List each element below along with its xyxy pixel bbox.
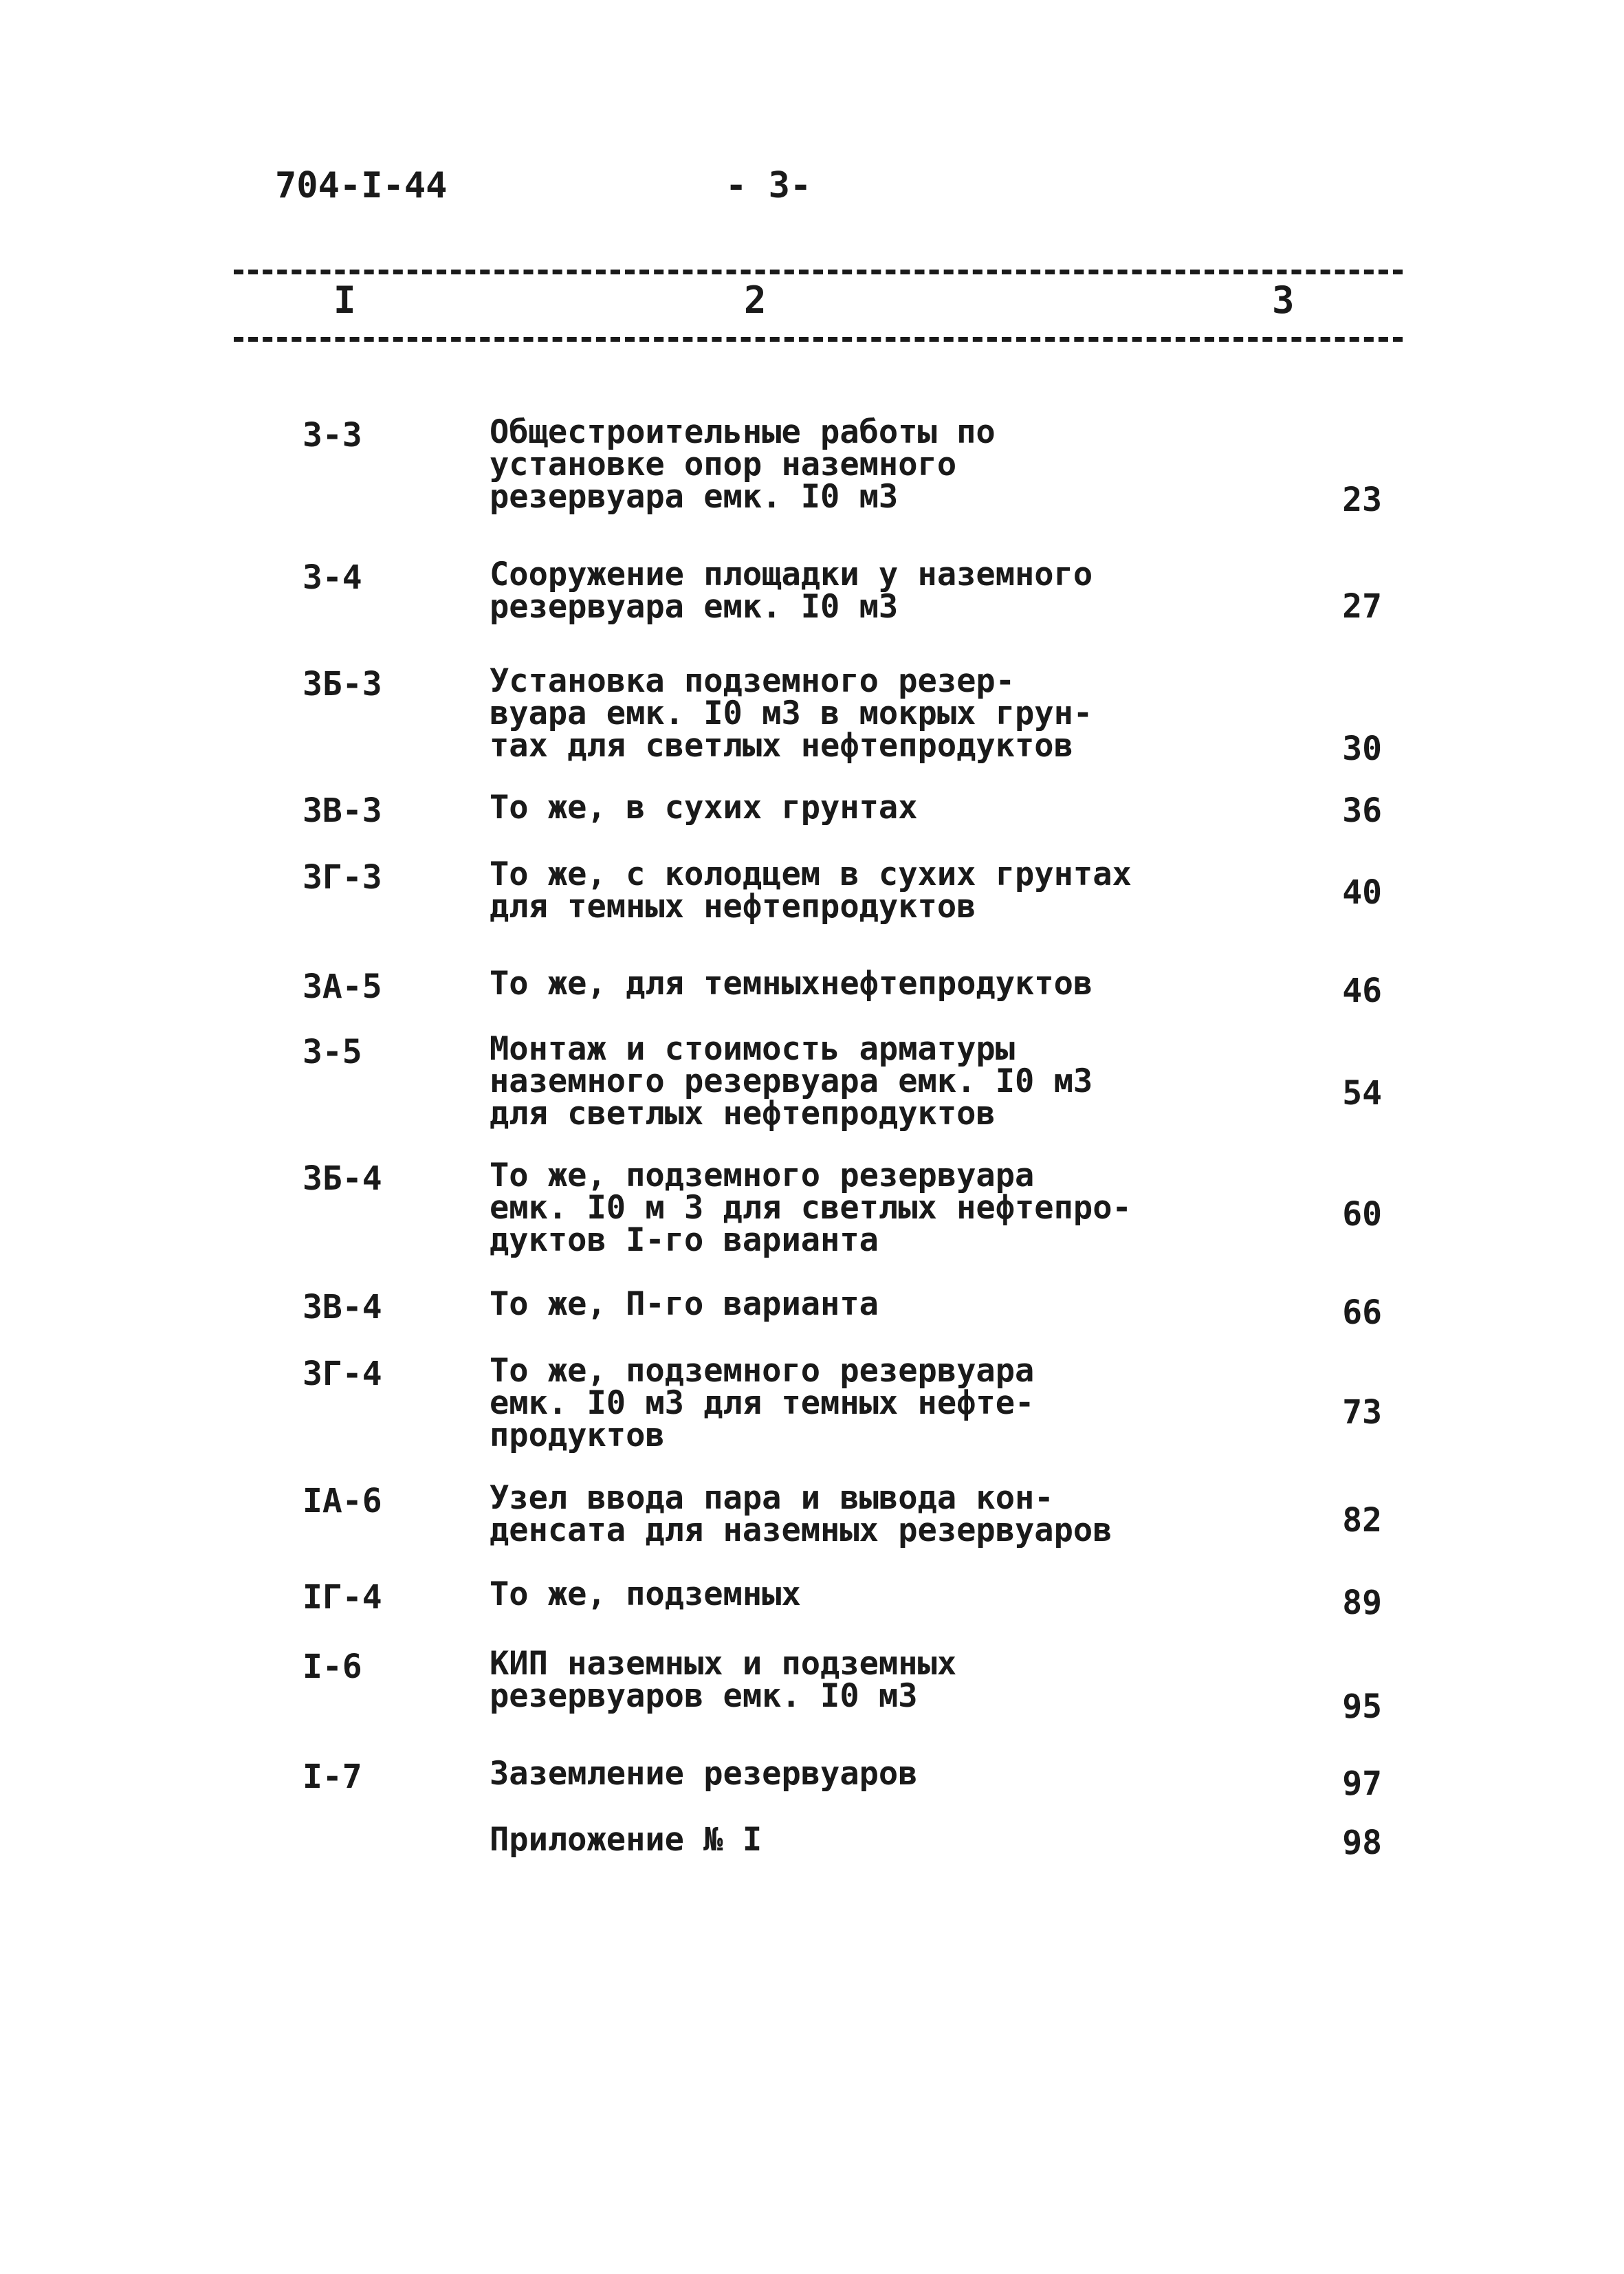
- entry-description: То же, подземного резервуара емк. I0 м3 для темных нефте- продуктов: [490, 1352, 1035, 1454]
- column-header-2: 2: [744, 278, 767, 322]
- entry-code: 3Б-3: [303, 665, 382, 703]
- table-top-rule: [234, 270, 1403, 274]
- document-code: 704-I-44: [275, 165, 448, 206]
- column-header-1: I: [333, 278, 356, 322]
- page-number: - 3-: [725, 165, 812, 206]
- entry-page: 73: [1342, 1393, 1382, 1432]
- entry-description: Заземление резервуаров: [490, 1755, 918, 1793]
- entry-code: 3В-4: [303, 1288, 382, 1326]
- entry-description: То же, в сухих грунтах: [490, 789, 918, 827]
- entry-description: То же, подземных: [490, 1575, 801, 1613]
- entry-page: 54: [1342, 1074, 1382, 1113]
- entry-description: Приложение № I: [490, 1821, 762, 1859]
- entry-description: КИП наземных и подземных резервуаров емк. I0 м3: [490, 1645, 957, 1715]
- entry-page: 27: [1342, 587, 1382, 626]
- entry-page: 60: [1342, 1195, 1382, 1234]
- entry-page: 95: [1342, 1687, 1382, 1726]
- entry-description: То же, с колодцем в сухих грунтах для темных нефтепродуктов: [490, 855, 1132, 926]
- column-header-3: 3: [1272, 278, 1295, 322]
- entry-code: I-6: [303, 1648, 362, 1686]
- entry-code: 3-5: [303, 1033, 362, 1071]
- entry-description: Монтаж и стоимость арматуры наземного резервуара емк. I0 м3 для светлых нефтепродуктов: [490, 1030, 1093, 1133]
- entry-page: 89: [1342, 1584, 1382, 1622]
- entry-page: 82: [1342, 1501, 1382, 1540]
- entry-code: 3Г-4: [303, 1355, 382, 1393]
- entry-page: 23: [1342, 481, 1382, 519]
- entry-page: 46: [1342, 972, 1382, 1010]
- entry-code: 3В-3: [303, 791, 382, 830]
- entry-description: Узел ввода пара и вывода кон- денсата для наземных резервуаров: [490, 1479, 1112, 1549]
- entry-code: IА-6: [303, 1482, 382, 1520]
- entry-code: 3-3: [303, 416, 362, 455]
- entry-code: 3Б-4: [303, 1159, 382, 1198]
- entry-page: 36: [1342, 791, 1382, 830]
- entry-code: 3-4: [303, 558, 362, 597]
- entry-code: I-7: [303, 1758, 362, 1796]
- entry-description: Сооружение площадки у наземного резервуара емк. I0 м3: [490, 556, 1093, 626]
- entry-description: То же, для темныхнефтепродуктов: [490, 965, 1093, 1003]
- entry-code: 3Г-3: [303, 858, 382, 897]
- entry-page: 30: [1342, 730, 1382, 768]
- entry-description: То же, подземного резервуара емк. I0 м 3 для светлых нефтепро- дуктов I-го варианта: [490, 1157, 1132, 1259]
- entry-code: IГ-4: [303, 1578, 382, 1617]
- table-header-rule: [234, 337, 1403, 342]
- entry-code: 3А-5: [303, 967, 382, 1006]
- entry-page: 66: [1342, 1293, 1382, 1332]
- entry-page: 98: [1342, 1824, 1382, 1862]
- entry-page: 40: [1342, 873, 1382, 912]
- entry-description: Общестроительные работы по установке опор наземного резервуара емк. I0 м3: [490, 413, 996, 516]
- entry-description: То же, П-го варианта: [490, 1285, 879, 1323]
- entry-description: Установка подземного резер- вуара емк. I0 м3 в мокрых грун- тах для светлых нефтепродуктов: [490, 662, 1093, 765]
- entry-page: 97: [1342, 1764, 1382, 1803]
